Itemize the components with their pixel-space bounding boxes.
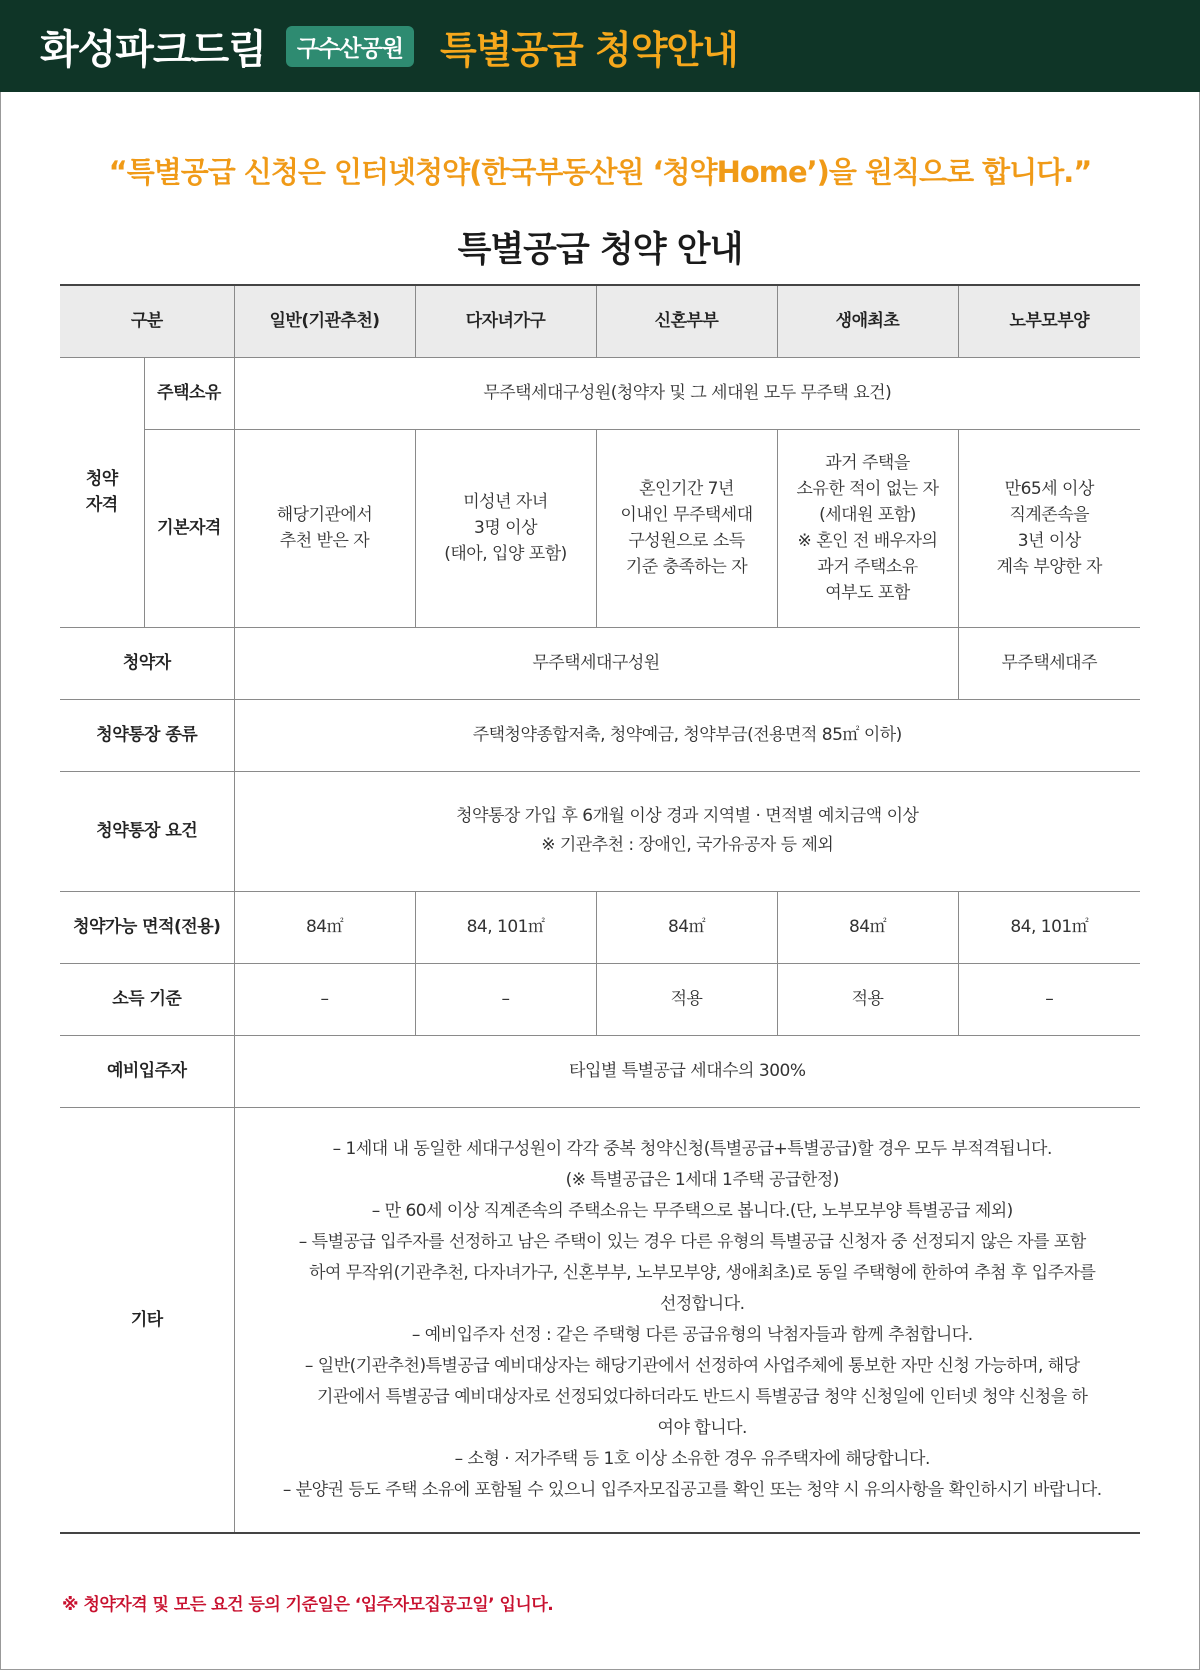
table-row-applicant xyxy=(60,627,1140,699)
etc-note-line: 여야 합니다. xyxy=(657,1417,747,1438)
account-type-label: 청약통장 종류 xyxy=(60,699,234,771)
special-supply-table xyxy=(60,284,1140,1534)
etc-note-line: 선정합니다. xyxy=(660,1293,745,1314)
header-bar xyxy=(0,0,1200,92)
income-newlywed: 적용 xyxy=(596,963,777,1035)
housing-label: 주택소유 xyxy=(144,357,234,429)
etc-note-line: – 1세대 내 동일한 세대구성원이 각각 중복 청약신청(특별공급+특별공급)할 경우 모두 부적격됩니다. xyxy=(332,1138,1052,1159)
applicant-label: 청약자 xyxy=(60,627,234,699)
etc-note-line: – 예비입주자 선정 : 같은 주택형 다른 공급유형의 낙첨자들과 함께 추첨합니다. xyxy=(411,1324,973,1345)
area-elderly-parent: 84, 101㎡ xyxy=(958,891,1140,963)
table-row-housing xyxy=(60,357,1140,429)
area-institution: 84㎡ xyxy=(234,891,415,963)
etc-note-line: (※ 특별공급은 1세대 1주택 공급한정) xyxy=(565,1169,839,1190)
table-row-etc xyxy=(60,1107,1140,1533)
col-header-newlywed: 신혼부부 xyxy=(596,285,777,357)
table-header-row xyxy=(60,285,1140,357)
income-elderly-parent: – xyxy=(958,963,1140,1035)
qualification-group-label: 청약 자격 xyxy=(60,357,144,627)
basic-institution: 해당기관에서 추천 받은 자 xyxy=(234,429,415,627)
brand-name: 화성파크드림 xyxy=(40,26,266,73)
table-row-account-req xyxy=(60,771,1140,891)
basic-elderly-parent: 만65세 이상 직계존속을 3년 이상 계속 부양한 자 xyxy=(958,429,1140,627)
etc-note-line: 기관에서 특별공급 예비대상자로 선정되었다하더라도 반드시 특별공급 청약 신청일에 인터넷 청약 신청을 하 xyxy=(317,1386,1088,1407)
basic-first-time: 과거 주택을 소유한 적이 없는 자 (세대원 포함) ※ 혼인 전 배우자의 과거 주택소유 여부도 포함 xyxy=(777,429,958,627)
housing-value: 무주택세대구성원(청약자 및 그 세대원 모두 무주택 요건) xyxy=(234,357,1140,429)
col-header-elderly-parent: 노부모부양 xyxy=(958,285,1140,357)
footnote: ※ 청약자격 및 모든 요건 등의 기준일은 ‘입주자모집공고일’ 입니다. xyxy=(62,1595,554,1615)
income-label: 소득 기준 xyxy=(60,963,234,1035)
col-header-first-time: 생애최초 xyxy=(777,285,958,357)
table-row-basic xyxy=(60,429,1140,627)
etc-note-line: – 만 60세 이상 직계존속의 주택소유는 무주택으로 봅니다.(단, 노부모부양 특별공급 제외) xyxy=(371,1200,1013,1221)
basic-multichild: 미성년 자녀 3명 이상 (태아, 입양 포함) xyxy=(415,429,596,627)
table-row-reserve xyxy=(60,1035,1140,1107)
applicant-value-elderly: 무주택세대주 xyxy=(958,627,1140,699)
etc-notes-list xyxy=(259,1134,1127,1506)
basic-label: 기본자격 xyxy=(144,429,234,627)
etc-note-line: – 일반(기관추천)특별공급 예비대상자는 해당기관에서 선정하여 사업주체에 통보한 자만 신청 가능하며, 해당 xyxy=(304,1355,1080,1376)
area-label: 청약가능 면적(전용) xyxy=(60,891,234,963)
table-row-area xyxy=(60,891,1140,963)
income-multichild: – xyxy=(415,963,596,1035)
reserve-value: 타입별 특별공급 세대수의 300% xyxy=(234,1035,1140,1107)
account-req-value: 청약통장 가입 후 6개월 이상 경과 지역별 · 면적별 예치금액 이상 ※ 기관추천 : 장애인, 국가유공자 등 제외 xyxy=(234,771,1140,891)
income-institution: – xyxy=(234,963,415,1035)
col-header-category: 구분 xyxy=(60,285,234,357)
area-first-time: 84㎡ xyxy=(777,891,958,963)
basic-newlywed: 혼인기간 7년 이내인 무주택세대 구성원으로 소득 기준 충족하는 자 xyxy=(596,429,777,627)
area-multichild: 84, 101㎡ xyxy=(415,891,596,963)
account-req-label: 청약통장 요건 xyxy=(60,771,234,891)
page-title: 특별공급 청약 안내 xyxy=(457,230,743,270)
etc-note-line: – 소형 · 저가주택 등 1호 이상 소유한 경우 유주택자에 해당합니다. xyxy=(454,1448,930,1469)
reserve-label: 예비입주자 xyxy=(60,1035,234,1107)
account-type-value: 주택청약종합저축, 청약예금, 청약부금(전용면적 85㎡ 이하) xyxy=(234,699,1140,771)
area-newlywed: 84㎡ xyxy=(596,891,777,963)
etc-note-line: 하여 무작위(기관추천, 다자녀가구, 신혼부부, 노부모부양, 생애최초)로 동일 주택형에 한하여 추첨 후 입주자를 xyxy=(309,1262,1096,1283)
etc-label: 기타 xyxy=(60,1107,234,1533)
etc-notes xyxy=(234,1107,1140,1533)
etc-note-line: – 분양권 등도 주택 소유에 포함될 수 있으니 입주자모집공고를 확인 또는 청약 시 유의사항을 확인하시기 바랍니다. xyxy=(282,1479,1102,1500)
col-header-institution: 일반(기관추천) xyxy=(234,285,415,357)
table-row-income xyxy=(60,963,1140,1035)
applicant-value: 무주택세대구성원 xyxy=(234,627,958,699)
income-first-time: 적용 xyxy=(777,963,958,1035)
notice-quote: “특별공급 신청은 인터넷청약(한국부동산원 ‘청약Home’)을 원칙으로 합니다.” xyxy=(108,155,1092,189)
header-title: 특별공급 청약안내 xyxy=(439,27,738,72)
location-badge: 구수산공원 xyxy=(286,26,414,67)
col-header-multichild: 다자녀가구 xyxy=(415,285,596,357)
table-row-account-type xyxy=(60,699,1140,771)
etc-note-line: – 특별공급 입주자를 선정하고 남은 주택이 있는 경우 다른 유형의 특별공급 신청자 중 선정되지 않은 자를 포함 xyxy=(298,1231,1086,1252)
